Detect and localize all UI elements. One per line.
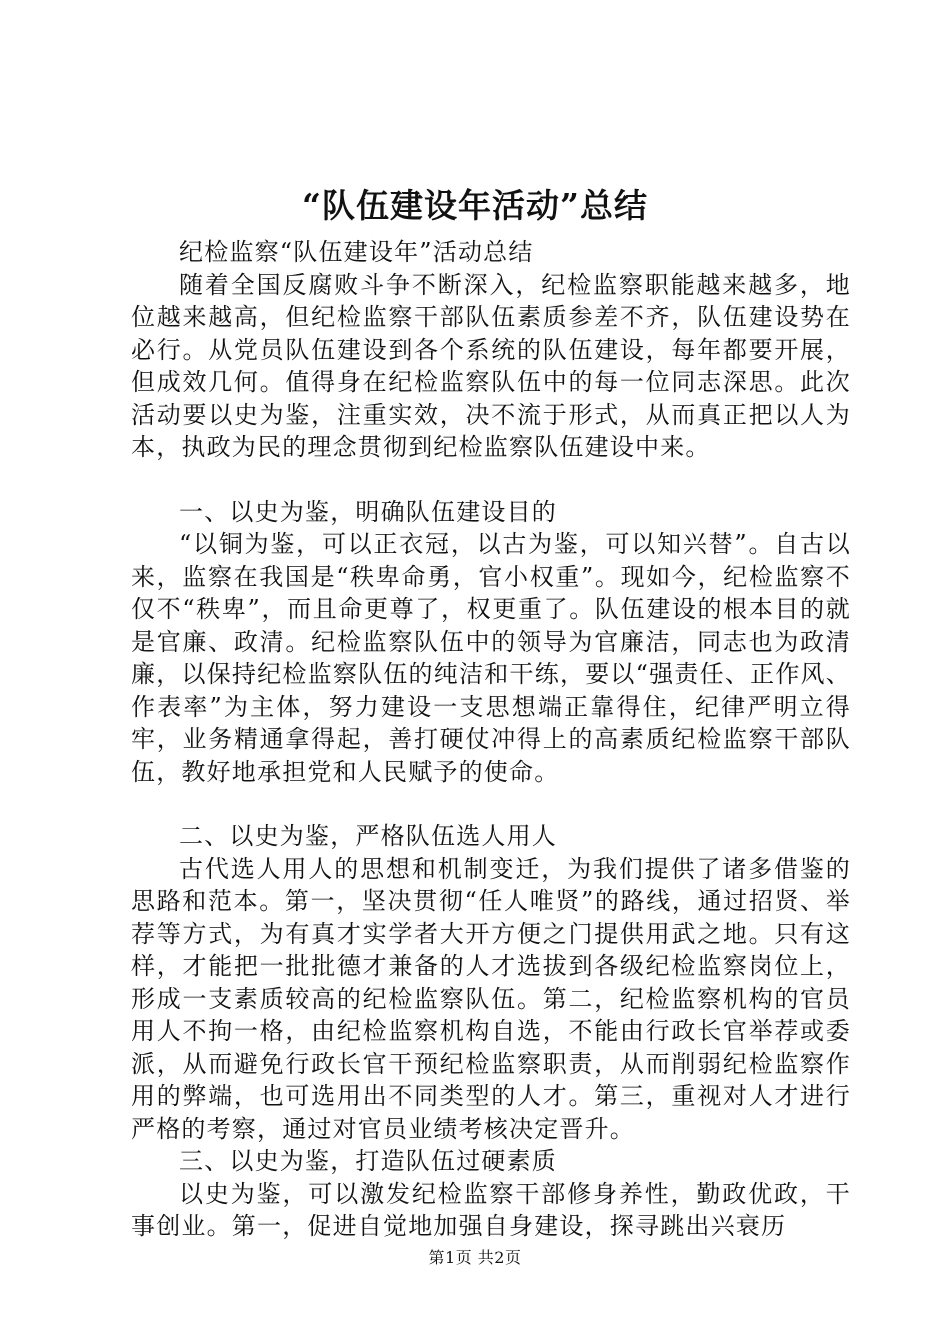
page-footer: 第1页 共2页 bbox=[428, 1248, 522, 1267]
section-body-1: “以铜为鉴，可以正衣冠，以古为鉴，可以知兴替”。自古以来，监察在我国是“秩卑命勇，官小权重”。现如今，纪检监察不仅不“秩卑”，而且命更尊了，权更重了。队伍建设的根本目的就是官廉、政清。纪检监察队伍中的领导为官廉洁，同志也为政清廉，以保持纪检监察队伍的纯洁和干练，要以“强责任、正作风、作表率”为主体，努力建设一支思想端正靠得住，纪律严明立得牢，业务精通拿得起，善打硬仗冲得上的高素质纪检监察干部队伍，教好地承担党和人民赋予的使命。 bbox=[131, 530, 851, 786]
section-body-2: 古代选人用人的思想和机制变迁，为我们提供了诸多借鉴的思路和范本。第一，坚决贯彻“任人唯贤”的路线，通过招贤、举荐等方式，为有真才实学者大开方便之门提供用武之地。只有这样，才能把一批批德才兼备的人才选拔到各级纪检监察岗位上，形成一支素质较高的纪检监察队伍。第二，纪检监察机构的官员用人不拘一格，由纪检监察机构自选，不能由行政长官举荐或委派，从而避免行政长官干预纪检监察职责，从而削弱纪检监察作用的弊端，也可选用出不同类型的人才。第三，重视对人才进行严格的考察，通过对官员业绩考核决定晋升。 bbox=[131, 854, 851, 1143]
paragraph-gap bbox=[131, 464, 851, 496]
document-title: “队伍建设年活动”总结 bbox=[302, 186, 648, 225]
intro-paragraph: 随着全国反腐败斗争不断深入，纪检监察职能越来越多，地位越来越高，但纪检监察干部队伍素质参差不齐，队伍建设势在必行。从党员队伍建设到各个系统的队伍建设，每年都要开展，但成效几何。值得身在纪检监察队伍中的每一位同志深思。此次活动要以史为鉴，注重实效，决不流于形式，从而真正把以人为本，执政为民的理念贯彻到纪检监察队伍建设中来。 bbox=[131, 270, 851, 461]
section-heading-1: 一、以史为鉴，明确队伍建设目的 bbox=[179, 497, 557, 526]
document-subtitle: 纪检监察“队伍建设年”活动总结 bbox=[179, 238, 534, 266]
paragraph-gap bbox=[131, 788, 851, 820]
document-body bbox=[131, 236, 851, 1243]
section-heading-3: 三、以史为鉴，打造队伍过硬素质 bbox=[179, 1147, 557, 1175]
section-heading-2: 二、以史为鉴，严格队伍选人用人 bbox=[179, 822, 557, 850]
section-body-3: 以史为鉴，可以激发纪检监察干部修身养性，勤政优政，干事创业。第一，促进自觉地加强自身建设，探寻跳出兴衰历 bbox=[131, 1179, 851, 1240]
